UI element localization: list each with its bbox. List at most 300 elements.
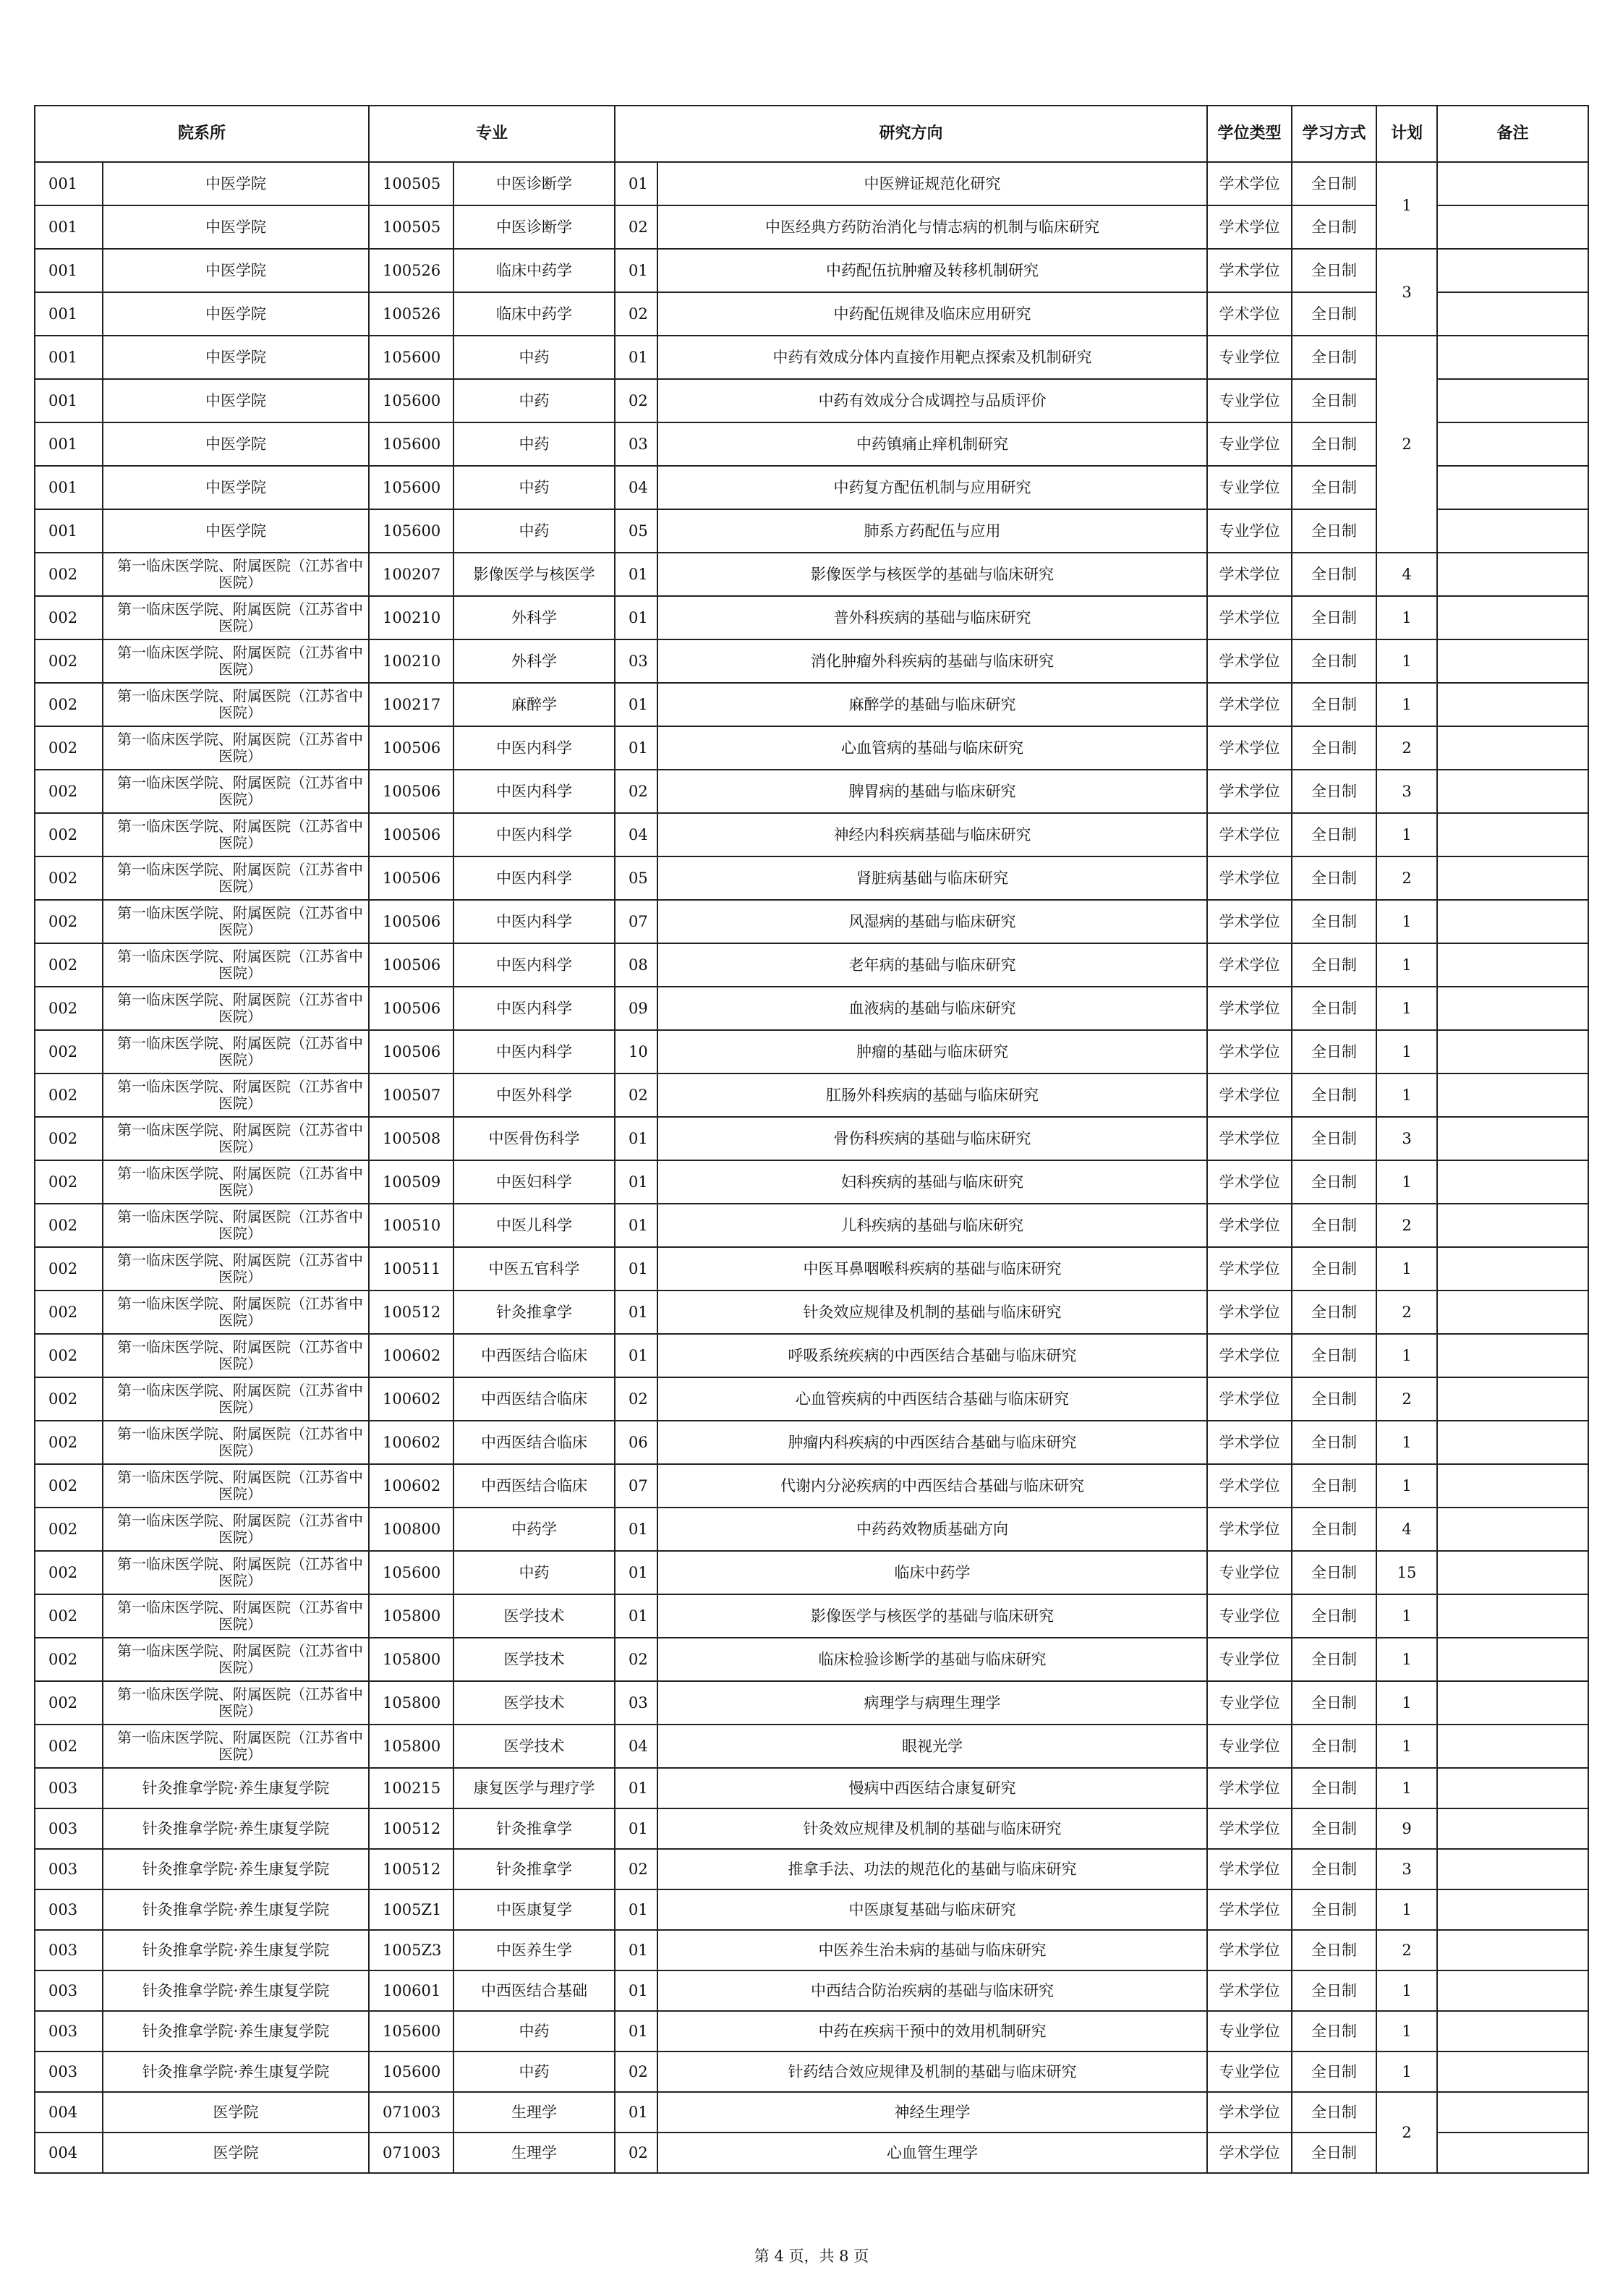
direction-code-cell: 01 — [615, 1247, 657, 1291]
degree-type-cell: 学术学位 — [1207, 987, 1292, 1030]
table-row — [35, 2011, 1588, 2051]
dept-name-cell: 第一临床医学院、附属医院（江苏省中医院） — [103, 726, 369, 770]
direction-code-cell: 02 — [615, 1638, 657, 1681]
degree-type-cell: 学术学位 — [1207, 1808, 1292, 1849]
direction-cell: 脾胃病的基础与临床研究 — [657, 770, 1207, 813]
dept-name-cell: 第一临床医学院、附属医院（江苏省中医院） — [103, 639, 369, 683]
page-footer: 第 4 页，共 8 页 — [754, 2248, 869, 2265]
degree-type-cell: 学术学位 — [1207, 1970, 1292, 2011]
table-row — [35, 1930, 1588, 1970]
major-code-cell: 100510 — [369, 1204, 453, 1247]
degree-type-cell: 学术学位 — [1207, 1930, 1292, 1970]
dept-name-cell: 第一临床医学院、附属医院（江苏省中医院） — [103, 1334, 369, 1377]
major-name-cell: 中西医结合临床 — [453, 1334, 615, 1377]
major-code-cell: 100506 — [369, 813, 453, 856]
direction-code-cell: 02 — [615, 205, 657, 249]
dept-name-cell: 中医学院 — [103, 249, 369, 292]
plan-cell: 1 — [1376, 2011, 1437, 2051]
dept-name-cell: 第一临床医学院、附属医院（江苏省中医院） — [103, 1725, 369, 1768]
note-cell — [1437, 422, 1588, 466]
major-code-cell: 100512 — [369, 1291, 453, 1334]
study-mode-cell: 全日制 — [1292, 1117, 1376, 1160]
plan-cell: 1 — [1376, 1421, 1437, 1464]
direction-cell: 肿瘤的基础与临床研究 — [657, 1030, 1207, 1073]
dept-code-cell: 001 — [35, 336, 103, 379]
major-code-cell: 105600 — [369, 2051, 453, 2092]
major-code-cell: 105800 — [369, 1681, 453, 1725]
plan-cell: 1 — [1376, 683, 1437, 726]
study-mode-cell: 全日制 — [1292, 205, 1376, 249]
direction-code-cell: 01 — [615, 1970, 657, 2011]
dept-code-cell: 001 — [35, 422, 103, 466]
dept-code-cell: 002 — [35, 639, 103, 683]
direction-cell: 麻醉学的基础与临床研究 — [657, 683, 1207, 726]
major-name-cell: 生理学 — [453, 2092, 615, 2133]
table-row — [35, 2092, 1588, 2133]
note-cell — [1437, 1725, 1588, 1768]
direction-cell: 肿瘤内科疾病的中西医结合基础与临床研究 — [657, 1421, 1207, 1464]
study-mode-cell: 全日制 — [1292, 553, 1376, 596]
major-name-cell: 针灸推拿学 — [453, 1808, 615, 1849]
degree-type-cell: 学术学位 — [1207, 683, 1292, 726]
study-mode-cell: 全日制 — [1292, 1073, 1376, 1117]
plan-cell: 1 — [1376, 1970, 1437, 2011]
study-mode-cell: 全日制 — [1292, 770, 1376, 813]
note-cell — [1437, 1073, 1588, 1117]
direction-code-cell: 01 — [615, 162, 657, 205]
major-name-cell: 中医内科学 — [453, 813, 615, 856]
study-mode-cell: 全日制 — [1292, 1808, 1376, 1849]
major-name-cell: 中医内科学 — [453, 900, 615, 943]
major-name-cell: 中医内科学 — [453, 1030, 615, 1073]
degree-type-cell: 学术学位 — [1207, 1291, 1292, 1334]
plan-cell: 15 — [1376, 1551, 1437, 1594]
plan-cell: 1 — [1376, 1247, 1437, 1291]
table-row — [35, 1421, 1588, 1464]
table-row — [35, 422, 1588, 466]
plan-cell: 4 — [1376, 553, 1437, 596]
study-mode-cell: 全日制 — [1292, 1377, 1376, 1421]
major-name-cell: 中药 — [453, 1551, 615, 1594]
major-code-cell: 100505 — [369, 162, 453, 205]
dept-name-cell: 第一临床医学院、附属医院（江苏省中医院） — [103, 1464, 369, 1508]
study-mode-cell: 全日制 — [1292, 1849, 1376, 1889]
plan-cell: 2 — [1376, 1291, 1437, 1334]
dept-code-cell: 002 — [35, 1421, 103, 1464]
study-mode-cell: 全日制 — [1292, 292, 1376, 336]
direction-cell: 肛肠外科疾病的基础与临床研究 — [657, 1073, 1207, 1117]
direction-cell: 普外科疾病的基础与临床研究 — [657, 596, 1207, 639]
major-name-cell: 中医妇科学 — [453, 1160, 615, 1204]
dept-code-cell: 001 — [35, 509, 103, 553]
major-code-cell: 105800 — [369, 1725, 453, 1768]
degree-type-cell: 学术学位 — [1207, 1377, 1292, 1421]
header-plan: 计划 — [1376, 106, 1437, 162]
direction-cell: 中药有效成分体内直接作用靶点探索及机制研究 — [657, 336, 1207, 379]
note-cell — [1437, 509, 1588, 553]
major-name-cell: 中医内科学 — [453, 726, 615, 770]
dept-name-cell: 第一临床医学院、附属医院（江苏省中医院） — [103, 1594, 369, 1638]
dept-name-cell: 针灸推拿学院·养生康复学院 — [103, 1808, 369, 1849]
plan-cell: 2 — [1376, 336, 1437, 553]
note-cell — [1437, 1551, 1588, 1594]
table-row — [35, 1160, 1588, 1204]
dept-code-cell: 002 — [35, 683, 103, 726]
plan-cell: 1 — [1376, 1889, 1437, 1930]
note-cell — [1437, 1508, 1588, 1551]
direction-cell: 病理学与病理生理学 — [657, 1681, 1207, 1725]
major-name-cell: 生理学 — [453, 2133, 615, 2173]
plan-cell: 1 — [1376, 943, 1437, 987]
note-cell — [1437, 379, 1588, 422]
note-cell — [1437, 1377, 1588, 1421]
dept-name-cell: 针灸推拿学院·养生康复学院 — [103, 1930, 369, 1970]
plan-cell: 1 — [1376, 987, 1437, 1030]
major-code-cell: 105600 — [369, 2011, 453, 2051]
direction-cell: 血液病的基础与临床研究 — [657, 987, 1207, 1030]
major-code-cell: 1005Z1 — [369, 1889, 453, 1930]
major-name-cell: 中医外科学 — [453, 1073, 615, 1117]
direction-code-cell: 01 — [615, 1334, 657, 1377]
major-name-cell: 康复医学与理疗学 — [453, 1768, 615, 1808]
table-row — [35, 1464, 1588, 1508]
major-code-cell: 100506 — [369, 1030, 453, 1073]
direction-code-cell: 02 — [615, 292, 657, 336]
note-cell — [1437, 249, 1588, 292]
degree-type-cell: 专业学位 — [1207, 1551, 1292, 1594]
major-name-cell: 中西医结合临床 — [453, 1377, 615, 1421]
degree-type-cell: 学术学位 — [1207, 1247, 1292, 1291]
table-row — [35, 639, 1588, 683]
dept-code-cell: 002 — [35, 943, 103, 987]
degree-type-cell: 学术学位 — [1207, 292, 1292, 336]
study-mode-cell: 全日制 — [1292, 2092, 1376, 2133]
dept-code-cell: 002 — [35, 1377, 103, 1421]
plan-cell: 1 — [1376, 1681, 1437, 1725]
major-name-cell: 临床中药学 — [453, 292, 615, 336]
dept-code-cell: 002 — [35, 1160, 103, 1204]
study-mode-cell: 全日制 — [1292, 1725, 1376, 1768]
major-name-cell: 中医内科学 — [453, 943, 615, 987]
degree-type-cell: 学术学位 — [1207, 162, 1292, 205]
table-row — [35, 2051, 1588, 2092]
table-row — [35, 596, 1588, 639]
study-mode-cell: 全日制 — [1292, 1930, 1376, 1970]
dept-name-cell: 第一临床医学院、附属医院（江苏省中医院） — [103, 1030, 369, 1073]
degree-type-cell: 学术学位 — [1207, 1849, 1292, 1889]
direction-code-cell: 01 — [615, 336, 657, 379]
note-cell — [1437, 1638, 1588, 1681]
study-mode-cell: 全日制 — [1292, 1160, 1376, 1204]
dept-code-cell: 003 — [35, 1768, 103, 1808]
plan-cell: 1 — [1376, 2051, 1437, 2092]
study-mode-cell: 全日制 — [1292, 2011, 1376, 2051]
table-row — [35, 2133, 1588, 2173]
direction-cell: 神经内科疾病基础与临床研究 — [657, 813, 1207, 856]
direction-cell: 临床检验诊断学的基础与临床研究 — [657, 1638, 1207, 1681]
dept-code-cell: 001 — [35, 205, 103, 249]
table-row — [35, 379, 1588, 422]
table-body — [35, 162, 1588, 2173]
note-cell — [1437, 292, 1588, 336]
study-mode-cell: 全日制 — [1292, 336, 1376, 379]
direction-code-cell: 01 — [615, 553, 657, 596]
dept-name-cell: 第一临床医学院、附属医院（江苏省中医院） — [103, 1291, 369, 1334]
dept-name-cell: 针灸推拿学院·养生康复学院 — [103, 1889, 369, 1930]
dept-code-cell: 003 — [35, 1808, 103, 1849]
dept-code-cell: 002 — [35, 1117, 103, 1160]
note-cell — [1437, 1291, 1588, 1334]
header-note: 备注 — [1437, 106, 1588, 162]
dept-name-cell: 第一临床医学院、附属医院（江苏省中医院） — [103, 1551, 369, 1594]
direction-cell: 眼视光学 — [657, 1725, 1207, 1768]
study-mode-cell: 全日制 — [1292, 1970, 1376, 2011]
table-row — [35, 1638, 1588, 1681]
dept-name-cell: 第一临床医学院、附属医院（江苏省中医院） — [103, 1377, 369, 1421]
plan-cell: 2 — [1376, 1204, 1437, 1247]
plan-cell: 1 — [1376, 1030, 1437, 1073]
major-name-cell: 中医诊断学 — [453, 205, 615, 249]
dept-name-cell: 第一临床医学院、附属医院（江苏省中医院） — [103, 1508, 369, 1551]
major-code-cell: 100215 — [369, 1768, 453, 1808]
degree-type-cell: 学术学位 — [1207, 726, 1292, 770]
dept-code-cell: 001 — [35, 249, 103, 292]
major-name-cell: 中药 — [453, 336, 615, 379]
direction-code-cell: 08 — [615, 943, 657, 987]
major-name-cell: 中医儿科学 — [453, 1204, 615, 1247]
direction-cell: 中药镇痛止痒机制研究 — [657, 422, 1207, 466]
dept-name-cell: 针灸推拿学院·养生康复学院 — [103, 1970, 369, 2011]
major-code-cell: 100601 — [369, 1970, 453, 2011]
dept-code-cell: 002 — [35, 1464, 103, 1508]
major-name-cell: 影像医学与核医学 — [453, 553, 615, 596]
degree-type-cell: 学术学位 — [1207, 1421, 1292, 1464]
direction-code-cell: 07 — [615, 900, 657, 943]
direction-cell: 呼吸系统疾病的中西医结合基础与临床研究 — [657, 1334, 1207, 1377]
major-name-cell: 临床中药学 — [453, 249, 615, 292]
header-dept: 院系所 — [35, 106, 369, 162]
study-mode-cell: 全日制 — [1292, 2051, 1376, 2092]
table-row — [35, 509, 1588, 553]
table-row — [35, 900, 1588, 943]
direction-code-cell: 01 — [615, 1117, 657, 1160]
study-mode-cell: 全日制 — [1292, 987, 1376, 1030]
study-mode-cell: 全日制 — [1292, 1889, 1376, 1930]
degree-type-cell: 学术学位 — [1207, 1204, 1292, 1247]
table-row — [35, 1247, 1588, 1291]
study-mode-cell: 全日制 — [1292, 466, 1376, 509]
table-row — [35, 987, 1588, 1030]
dept-code-cell: 002 — [35, 1030, 103, 1073]
direction-cell: 妇科疾病的基础与临床研究 — [657, 1160, 1207, 1204]
direction-code-cell: 01 — [615, 2092, 657, 2133]
note-cell — [1437, 2092, 1588, 2133]
plan-cell: 1 — [1376, 162, 1437, 249]
degree-type-cell: 学术学位 — [1207, 1508, 1292, 1551]
plan-cell: 2 — [1376, 1377, 1437, 1421]
direction-code-cell: 01 — [615, 1889, 657, 1930]
major-code-cell: 100526 — [369, 249, 453, 292]
plan-cell: 1 — [1376, 1464, 1437, 1508]
direction-cell: 心血管病的基础与临床研究 — [657, 726, 1207, 770]
major-code-cell: 100511 — [369, 1247, 453, 1291]
direction-code-cell: 02 — [615, 1377, 657, 1421]
dept-name-cell: 第一临床医学院、附属医院（江苏省中医院） — [103, 813, 369, 856]
direction-cell: 中药有效成分合成调控与品质评价 — [657, 379, 1207, 422]
dept-code-cell: 002 — [35, 1291, 103, 1334]
dept-code-cell: 002 — [35, 1073, 103, 1117]
degree-type-cell: 专业学位 — [1207, 379, 1292, 422]
degree-type-cell: 学术学位 — [1207, 1889, 1292, 1930]
table-row — [35, 1725, 1588, 1768]
enrollment-plan-table — [34, 105, 1589, 2174]
degree-type-cell: 专业学位 — [1207, 509, 1292, 553]
dept-code-cell: 002 — [35, 553, 103, 596]
degree-type-cell: 学术学位 — [1207, 1768, 1292, 1808]
plan-cell: 1 — [1376, 813, 1437, 856]
dept-name-cell: 第一临床医学院、附属医院（江苏省中医院） — [103, 553, 369, 596]
dept-code-cell: 003 — [35, 1849, 103, 1889]
major-code-cell: 100506 — [369, 856, 453, 900]
degree-type-cell: 学术学位 — [1207, 770, 1292, 813]
direction-cell: 神经生理学 — [657, 2092, 1207, 2133]
major-code-cell: 071003 — [369, 2092, 453, 2133]
major-name-cell: 中药 — [453, 379, 615, 422]
study-mode-cell: 全日制 — [1292, 1247, 1376, 1291]
dept-code-cell: 002 — [35, 1725, 103, 1768]
degree-type-cell: 专业学位 — [1207, 336, 1292, 379]
header-degree: 学位类型 — [1207, 106, 1292, 162]
plan-cell: 1 — [1376, 1160, 1437, 1204]
direction-code-cell: 01 — [615, 249, 657, 292]
note-cell — [1437, 162, 1588, 205]
major-name-cell: 医学技术 — [453, 1725, 615, 1768]
degree-type-cell: 学术学位 — [1207, 943, 1292, 987]
study-mode-cell: 全日制 — [1292, 162, 1376, 205]
note-cell — [1437, 1889, 1588, 1930]
table-row — [35, 553, 1588, 596]
major-code-cell: 105800 — [369, 1594, 453, 1638]
degree-type-cell: 专业学位 — [1207, 1681, 1292, 1725]
table-row — [35, 943, 1588, 987]
plan-cell: 1 — [1376, 900, 1437, 943]
dept-code-cell: 001 — [35, 162, 103, 205]
table-row — [35, 336, 1588, 379]
dept-code-cell: 003 — [35, 1889, 103, 1930]
dept-name-cell: 第一临床医学院、附属医院（江苏省中医院） — [103, 1681, 369, 1725]
study-mode-cell: 全日制 — [1292, 1204, 1376, 1247]
degree-type-cell: 专业学位 — [1207, 1594, 1292, 1638]
dept-code-cell: 002 — [35, 856, 103, 900]
header-mode: 学习方式 — [1292, 106, 1376, 162]
degree-type-cell: 学术学位 — [1207, 1160, 1292, 1204]
degree-type-cell: 专业学位 — [1207, 466, 1292, 509]
major-code-cell: 100506 — [369, 987, 453, 1030]
dept-name-cell: 第一临床医学院、附属医院（江苏省中医院） — [103, 856, 369, 900]
dept-name-cell: 中医学院 — [103, 379, 369, 422]
direction-cell: 针灸效应规律及机制的基础与临床研究 — [657, 1808, 1207, 1849]
dept-code-cell: 004 — [35, 2092, 103, 2133]
plan-cell: 2 — [1376, 856, 1437, 900]
note-cell — [1437, 1768, 1588, 1808]
plan-cell: 1 — [1376, 1594, 1437, 1638]
dept-name-cell: 第一临床医学院、附属医院（江苏省中医院） — [103, 1421, 369, 1464]
plan-cell: 3 — [1376, 249, 1437, 336]
direction-cell: 慢病中西医结合康复研究 — [657, 1768, 1207, 1808]
direction-cell: 中医康复基础与临床研究 — [657, 1889, 1207, 1930]
major-code-cell: 100506 — [369, 770, 453, 813]
note-cell — [1437, 1970, 1588, 2011]
note-cell — [1437, 1204, 1588, 1247]
direction-code-cell: 01 — [615, 1808, 657, 1849]
major-code-cell: 105600 — [369, 509, 453, 553]
direction-cell: 推拿手法、功法的规范化的基础与临床研究 — [657, 1849, 1207, 1889]
major-name-cell: 中药 — [453, 422, 615, 466]
plan-cell: 4 — [1376, 1508, 1437, 1551]
major-code-cell: 100210 — [369, 596, 453, 639]
note-cell — [1437, 205, 1588, 249]
major-code-cell: 105600 — [369, 336, 453, 379]
plan-cell: 1 — [1376, 1073, 1437, 1117]
direction-code-cell: 01 — [615, 2011, 657, 2051]
table-row — [35, 1030, 1588, 1073]
direction-code-cell: 01 — [615, 1930, 657, 1970]
note-cell — [1437, 1464, 1588, 1508]
plan-cell: 2 — [1376, 726, 1437, 770]
direction-cell: 针灸效应规律及机制的基础与临床研究 — [657, 1291, 1207, 1334]
major-name-cell: 中医养生学 — [453, 1930, 615, 1970]
direction-cell: 针药结合效应规律及机制的基础与临床研究 — [657, 2051, 1207, 2092]
dept-code-cell: 001 — [35, 379, 103, 422]
major-name-cell: 麻醉学 — [453, 683, 615, 726]
header-major: 专业 — [369, 106, 615, 162]
table-row — [35, 1681, 1588, 1725]
direction-code-cell: 01 — [615, 1160, 657, 1204]
dept-name-cell: 第一临床医学院、附属医院（江苏省中医院） — [103, 900, 369, 943]
study-mode-cell: 全日制 — [1292, 2133, 1376, 2173]
dept-name-cell: 第一临床医学院、附属医院（江苏省中医院） — [103, 1073, 369, 1117]
major-code-cell: 100602 — [369, 1421, 453, 1464]
dept-name-cell: 中医学院 — [103, 466, 369, 509]
direction-code-cell: 04 — [615, 813, 657, 856]
direction-cell: 影像医学与核医学的基础与临床研究 — [657, 553, 1207, 596]
direction-code-cell: 02 — [615, 2133, 657, 2173]
direction-cell: 中药复方配伍机制与应用研究 — [657, 466, 1207, 509]
degree-type-cell: 学术学位 — [1207, 1464, 1292, 1508]
note-cell — [1437, 596, 1588, 639]
major-code-cell: 105600 — [369, 422, 453, 466]
major-code-cell: 100509 — [369, 1160, 453, 1204]
direction-code-cell: 05 — [615, 856, 657, 900]
dept-code-cell: 002 — [35, 770, 103, 813]
dept-code-cell: 002 — [35, 726, 103, 770]
dept-code-cell: 002 — [35, 900, 103, 943]
note-cell — [1437, 943, 1588, 987]
degree-type-cell: 学术学位 — [1207, 1030, 1292, 1073]
degree-type-cell: 学术学位 — [1207, 1073, 1292, 1117]
major-code-cell: 100506 — [369, 900, 453, 943]
major-name-cell: 中医内科学 — [453, 856, 615, 900]
note-cell — [1437, 466, 1588, 509]
study-mode-cell: 全日制 — [1292, 813, 1376, 856]
major-code-cell: 100505 — [369, 205, 453, 249]
study-mode-cell: 全日制 — [1292, 1421, 1376, 1464]
dept-code-cell: 003 — [35, 2011, 103, 2051]
table-row — [35, 813, 1588, 856]
direction-code-cell: 01 — [615, 1204, 657, 1247]
major-code-cell: 100602 — [369, 1334, 453, 1377]
study-mode-cell: 全日制 — [1292, 1030, 1376, 1073]
